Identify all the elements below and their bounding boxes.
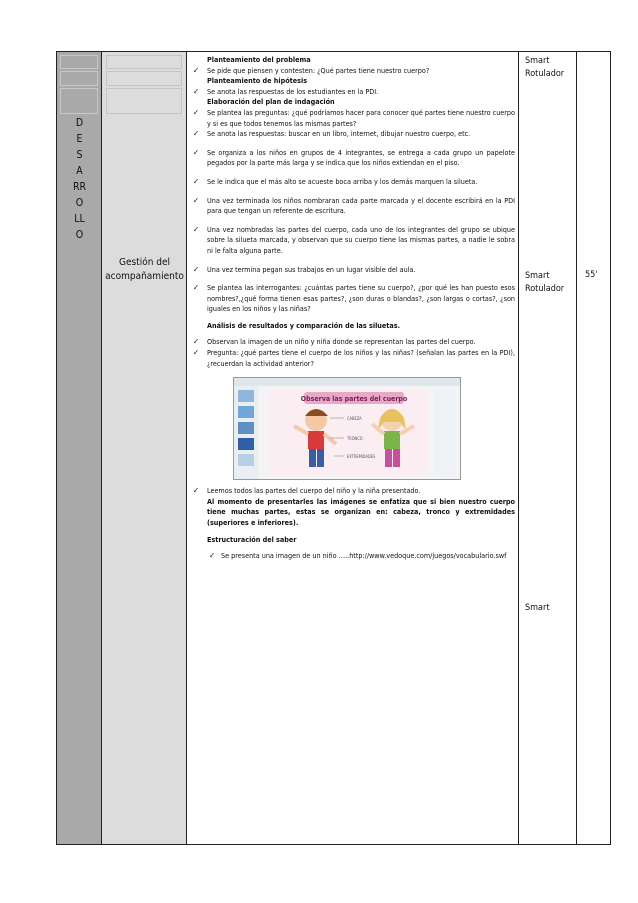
image-label: TRONCO — [347, 436, 363, 442]
list-item: ✓ Se plantea las preguntas: ¿qué podríamos hacer para conocer qué partes tiene nuestro cuerpo y si es que todos tenemos las mismas partes? — [193, 107, 515, 128]
list-item: ✓ Se anota las respuestas: buscar en un libro, internet, dibujar nuestro cuerpo, etc. — [193, 129, 471, 139]
section-heading: Elaboración del plan de indagación — [207, 97, 335, 107]
list-item: ✓ Se presenta una imagen de un niño …..http://www.vedoque.com/juegos/vocabulario.swf — [209, 551, 507, 561]
list-item: ✓ Se organiza a los niños en grupos de 4 integrantes, se entrega a cada grupo un papelote pegados por la parte más larga y se indica que los niños extiendan en el piso. — [193, 147, 515, 168]
resource-text: Smart Rotulador — [525, 56, 565, 79]
header-stripe — [106, 71, 182, 86]
check-icon: ✓ — [209, 551, 216, 561]
list-item: ✓ Leemos todos las partes del cuerpo del niño y la niña presentado. — [193, 486, 421, 496]
strategy-content — [193, 55, 515, 562]
strategy-column — [187, 52, 519, 844]
image-title: Observa las partes del cuerpo — [300, 395, 408, 404]
check-icon: ✓ — [193, 264, 200, 274]
check-icon: ✓ — [193, 65, 200, 75]
section-heading: Análisis de resultados y comparación de las siluetas. — [207, 320, 401, 330]
resource-text: Smart Rotulador — [525, 271, 565, 294]
list-item: ✓ Una vez termina pegan sus trabajos en un lugar visible del aula. — [193, 264, 416, 274]
section-heading: Planteamiento de hipótesis — [207, 76, 308, 86]
list-item: ✓ Una vez nombradas las partes del cuerpo, cada uno de los integrantes del grupo se ubique sobre la silueta marcada, y observan que su cuerpo tiene las mismas partes, a nadie le sobra ni le falta alguna parte. — [193, 224, 515, 255]
list-item: ✓ Una vez terminada los niños nombraran cada parte marcada y el docente escribirá en la PDI para que tengan un referente de escritura. — [193, 195, 515, 216]
list-item: ✓ Pregunta: ¿qué partes tiene el cuerpo de los niños y las niñas? (señalan las partes en la PDI), ¿recuerdan la actividad anterior? — [193, 348, 515, 368]
check-icon: ✓ — [193, 176, 200, 186]
emphasis-text: Al momento de presentarles las imágenes se enfatiza que si bien nuestro cuerpo tiene muchas partes, estas se organizan en: cabeza, tronco y extremidades (superiores e inferiores). — [207, 496, 515, 528]
check-icon: ✓ — [193, 195, 200, 205]
resource-text: Smart — [525, 603, 550, 613]
lesson-table — [56, 51, 611, 845]
header-stripe — [106, 55, 182, 69]
time-value: 55' — [585, 270, 598, 280]
resources-column — [519, 52, 577, 844]
header-stripe — [106, 88, 182, 114]
check-icon: ✓ — [193, 86, 200, 96]
list-item: ✓ Se pide que piensen y contesten: ¿Qué partes tiene nuestro cuerpo? — [193, 65, 430, 75]
list-item: ✓ Se plantea las interrogantes: ¿cuántas partes tiene su cuerpo?, ¿por qué les han puesto esos nombres?,¿qué forma tienen esas partes?, ¿son duras o blandas?, ¿son largas o cortas?, ¿son iguales en los niños y las niñas? — [193, 283, 515, 314]
section-heading: Estructuración del saber — [207, 534, 297, 544]
check-icon: ✓ — [193, 337, 200, 347]
section-heading: Planteamiento del problema — [207, 55, 311, 64]
image-label: CABEZA — [347, 416, 362, 422]
header-stripe — [60, 88, 98, 114]
list-item: ✓ Observan la imagen de un niño y niña donde se representan las partes del cuerpo. — [193, 337, 476, 347]
check-icon: ✓ — [193, 283, 200, 293]
stage-label: Gestión del acompañamiento — [105, 257, 184, 282]
check-icon: ✓ — [193, 107, 200, 117]
list-item: ✓ Se le indica que el más alto se acueste boca arriba y los demás marquen la silueta. — [193, 176, 478, 186]
check-icon: ✓ — [193, 224, 200, 234]
check-icon: ✓ — [193, 348, 200, 358]
check-icon: ✓ — [193, 129, 200, 139]
list-item: ✓ Se anota las respuestas de los estudiantes en la PDI. — [193, 86, 379, 96]
check-icon: ✓ — [193, 147, 200, 157]
header-stripe — [60, 71, 98, 86]
phase-column — [57, 52, 102, 844]
body-parts-illustration — [234, 378, 460, 479]
time-column — [577, 52, 610, 844]
phase-label: D E S A RR O LL O — [72, 117, 87, 241]
header-stripe — [60, 55, 98, 69]
whiteboard-screenshot — [233, 377, 461, 480]
image-label: EXTREMIDADES — [347, 454, 376, 460]
process-column — [102, 52, 187, 844]
check-icon: ✓ — [193, 486, 200, 496]
